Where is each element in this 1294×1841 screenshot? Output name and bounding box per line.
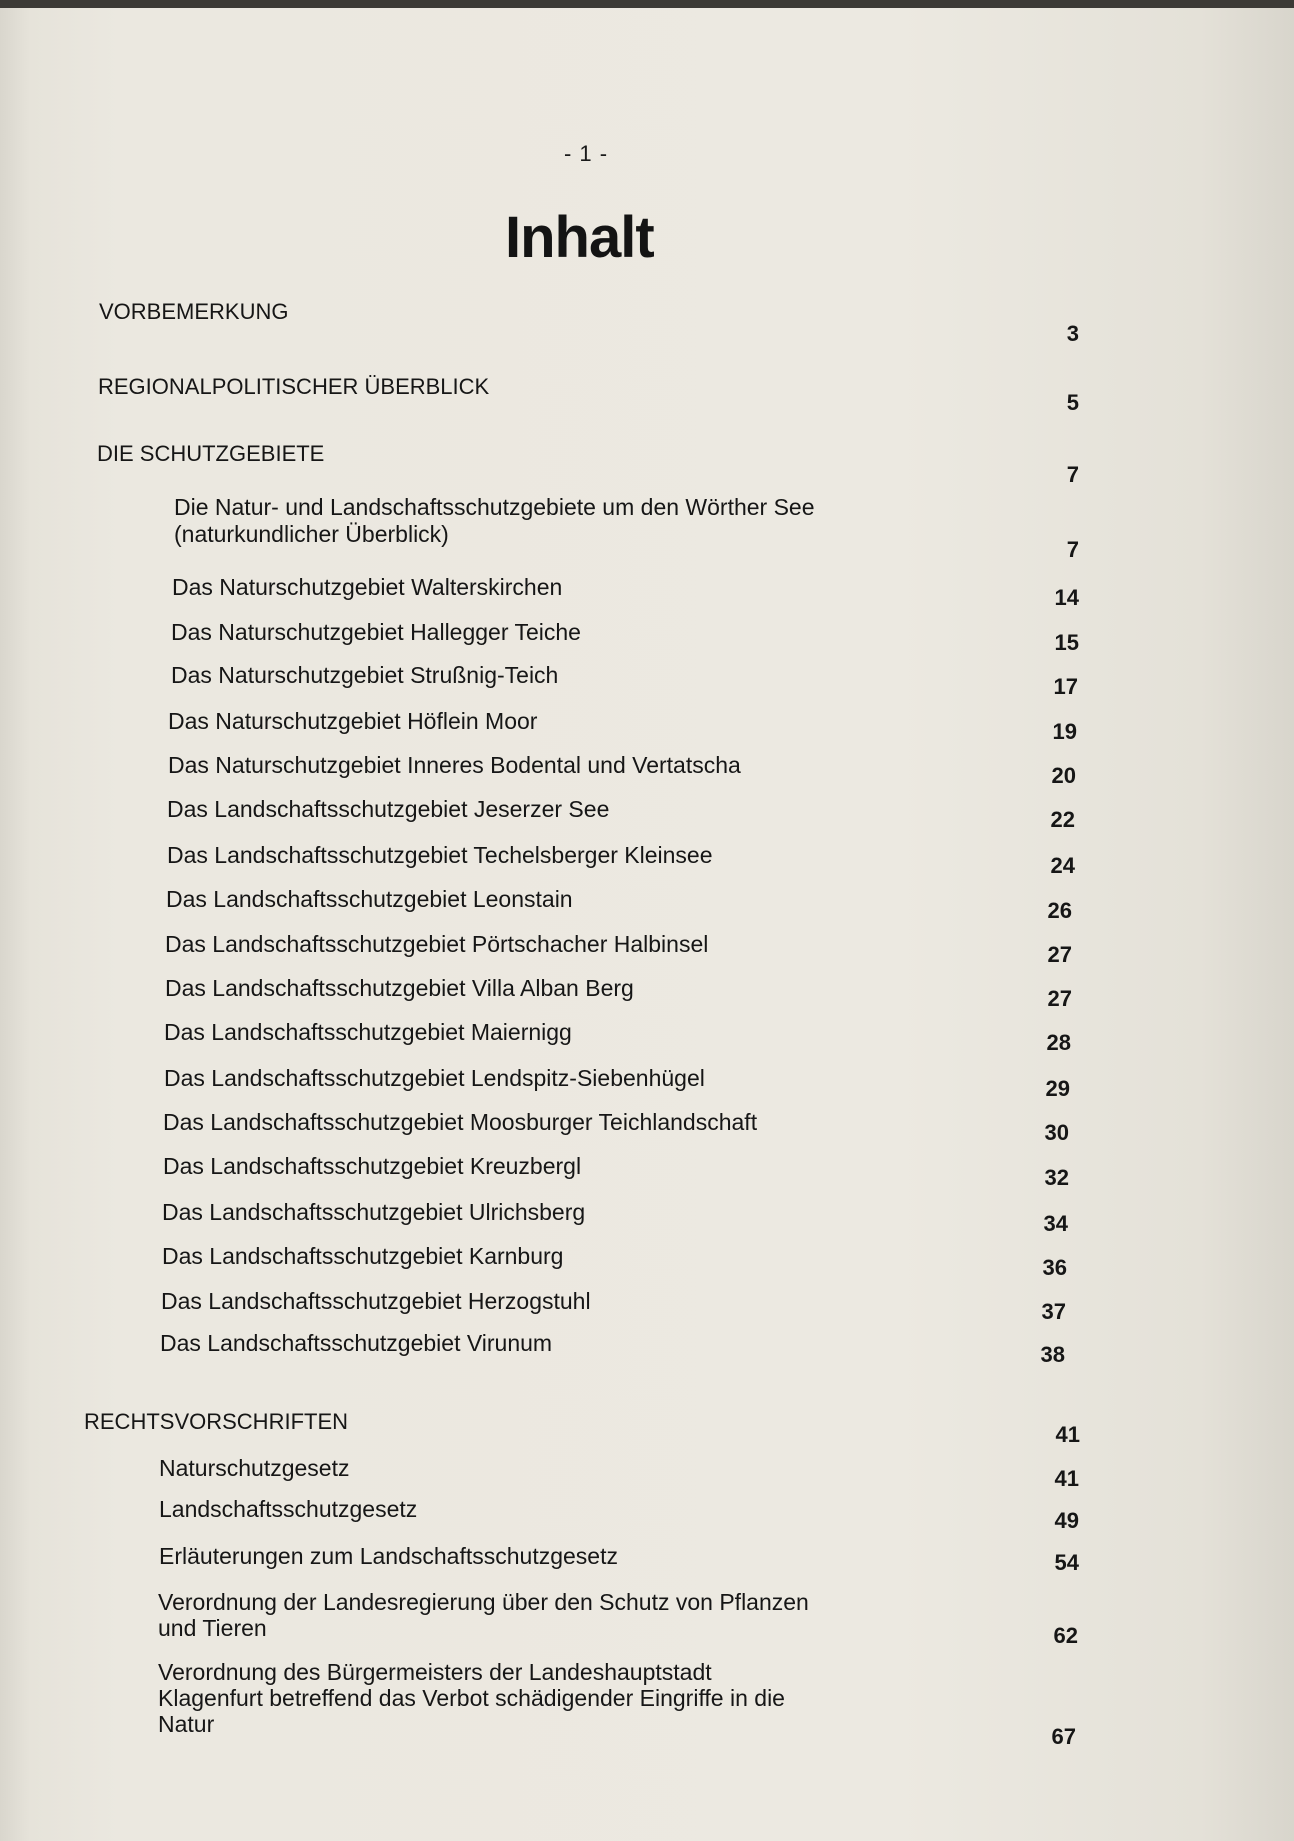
toc-entry [164, 1065, 1079, 1105]
toc-entry [163, 1109, 1079, 1149]
toc-entry-title-continued: und Tieren [158, 1615, 267, 1641]
toc-entry [159, 1543, 1079, 1583]
toc-entry [171, 619, 1079, 659]
toc-entry [165, 931, 1079, 971]
toc-entry [166, 886, 1079, 926]
toc-entry-title-continued: (naturkundlicher Überblick) [174, 521, 449, 547]
toc-entry-title: Landschaftsschutzgesetz [159, 1496, 418, 1522]
toc-entry-title: Das Landschaftsschutzgebiet Herzogstuhl [161, 1288, 591, 1314]
toc-entry-page: 28 [1046, 1030, 1071, 1055]
toc-entry-page: 41 [1054, 1466, 1079, 1491]
toc-entry-page: 14 [1054, 585, 1079, 610]
toc-entry-title: Das Naturschutzgebiet Hallegger Teiche [171, 619, 581, 645]
toc-entry-title: Das Landschaftsschutzgebiet Karnburg [162, 1243, 564, 1269]
toc-entry-page: 62 [1053, 1623, 1078, 1648]
toc-entry-page: 17 [1053, 674, 1078, 699]
toc-entry [164, 1019, 1079, 1059]
toc-entry [161, 1288, 1079, 1328]
toc-entry-title: VORBEMERKUNG [99, 299, 289, 324]
page-title: Inhalt [505, 205, 654, 270]
toc-entry-page: 27 [1047, 942, 1072, 967]
toc-entry-page: 22 [1050, 807, 1075, 832]
toc-entry-title: Das Landschaftsschutzgebiet Villa Alban Berg [165, 975, 634, 1001]
toc-entry-title: Erläuterungen zum Landschaftsschutzgesetz [159, 1543, 618, 1569]
toc-entry-title: Naturschutzgesetz [159, 1455, 350, 1481]
scan-top-edge [0, 0, 1294, 8]
toc-entry-page: 41 [1055, 1422, 1080, 1447]
toc-entry-page: 27 [1047, 986, 1072, 1011]
toc-entry-page: 54 [1054, 1550, 1079, 1575]
toc-entry [162, 1243, 1079, 1283]
toc-entry [160, 1330, 1079, 1370]
toc-entry [159, 1496, 1079, 1536]
toc-entry-page: 26 [1047, 898, 1072, 923]
toc-entry [158, 1659, 1079, 1749]
toc-entry-page: 19 [1052, 719, 1077, 744]
toc-entry-page: 7 [1066, 537, 1079, 562]
toc-entry-page: 67 [1051, 1724, 1076, 1749]
toc-entry-title: Das Landschaftsschutzgebiet Leonstain [166, 886, 573, 912]
toc-entry-title: Das Landschaftsschutzgebiet Pörtschacher Halbinsel [165, 931, 709, 957]
toc-entry-title-continued: Natur [158, 1711, 215, 1737]
toc-entry-page: 5 [1066, 390, 1079, 415]
toc-entry [84, 1408, 1079, 1448]
toc-entry-page: 15 [1054, 630, 1079, 655]
toc-entry-page: 36 [1042, 1255, 1067, 1280]
toc-entry-title: Das Landschaftsschutzgebiet Maiernigg [164, 1019, 572, 1045]
toc-entry-page: 37 [1041, 1299, 1066, 1324]
toc-entry-page: 30 [1044, 1120, 1069, 1145]
toc-entry-page: 34 [1043, 1211, 1068, 1236]
toc-entry-page: 32 [1044, 1165, 1069, 1190]
toc-entry-page: 38 [1040, 1342, 1065, 1367]
toc-entry [168, 752, 1079, 792]
toc-entry-title: Das Landschaftsschutzgebiet Kreuzbergl [163, 1153, 582, 1179]
document-page [0, 8, 1294, 1841]
toc-entry [99, 298, 1079, 346]
toc-entry-title: Verordnung des Bürgermeisters der Landeshauptstadt [158, 1659, 712, 1685]
toc-entry-title: Das Naturschutzgebiet Höflein Moor [168, 708, 538, 734]
toc-entry [158, 1589, 1079, 1649]
toc-entry-title: DIE SCHUTZGEBIETE [97, 441, 325, 466]
toc-entry-title-continued: Klagenfurt betreffend das Verbot schädigender Eingriffe in die [158, 1685, 785, 1711]
toc-entry-title: Das Landschaftsschutzgebiet Ulrichsberg [162, 1199, 586, 1225]
toc-entry-page: 49 [1054, 1508, 1079, 1533]
toc-entry [168, 708, 1079, 748]
toc-entry-page: 29 [1045, 1076, 1070, 1101]
toc-entry-title: Die Natur- und Landschaftsschutzgebiete um den Wörther See [174, 494, 815, 520]
toc-entry [167, 842, 1079, 882]
toc-entry-title: Das Landschaftsschutzgebiet Lendspitz-Siebenhügel [164, 1065, 705, 1091]
toc-entry-title: Das Naturschutzgebiet Inneres Bodental und Vertatscha [168, 752, 741, 778]
toc-entry [98, 373, 1079, 413]
toc-entry-page: 3 [1066, 321, 1079, 346]
toc-entry-title: Das Landschaftsschutzgebiet Jeserzer See [167, 796, 610, 822]
toc-entry-title: REGIONALPOLITISCHER ÜBERBLICK [98, 374, 490, 399]
toc-entry-title: RECHTSVORSCHRIFTEN [84, 1409, 349, 1434]
toc-entry [163, 1153, 1079, 1193]
toc-entry [172, 574, 1079, 614]
toc-entry-title: Das Landschaftsschutzgebiet Techelsberger Kleinsee [167, 842, 713, 868]
toc-entry-page: 20 [1051, 763, 1076, 788]
toc-entry-title: Das Naturschutzgebiet Strußnig-Teich [171, 662, 559, 688]
toc-entry-page: 7 [1066, 462, 1079, 487]
toc-entry [174, 494, 1079, 562]
toc-entry [162, 1199, 1079, 1239]
toc-entry-page: 24 [1050, 853, 1075, 878]
toc-entry-title: Verordnung der Landesregierung über den Schutz von Pflanzen [158, 1589, 809, 1615]
toc-entry [171, 662, 1079, 702]
toc-entry-title: Das Landschaftsschutzgebiet Virunum [160, 1330, 553, 1356]
toc-entry [97, 440, 1079, 487]
toc-entry [167, 796, 1079, 836]
toc-entry-title: Das Landschaftsschutzgebiet Moosburger Teichlandschaft [163, 1109, 758, 1135]
page-number: - 1 - [563, 141, 609, 166]
toc-entry [165, 975, 1079, 1015]
toc-entry-title: Das Naturschutzgebiet Walterskirchen [172, 574, 563, 600]
toc-entry [159, 1455, 1079, 1495]
